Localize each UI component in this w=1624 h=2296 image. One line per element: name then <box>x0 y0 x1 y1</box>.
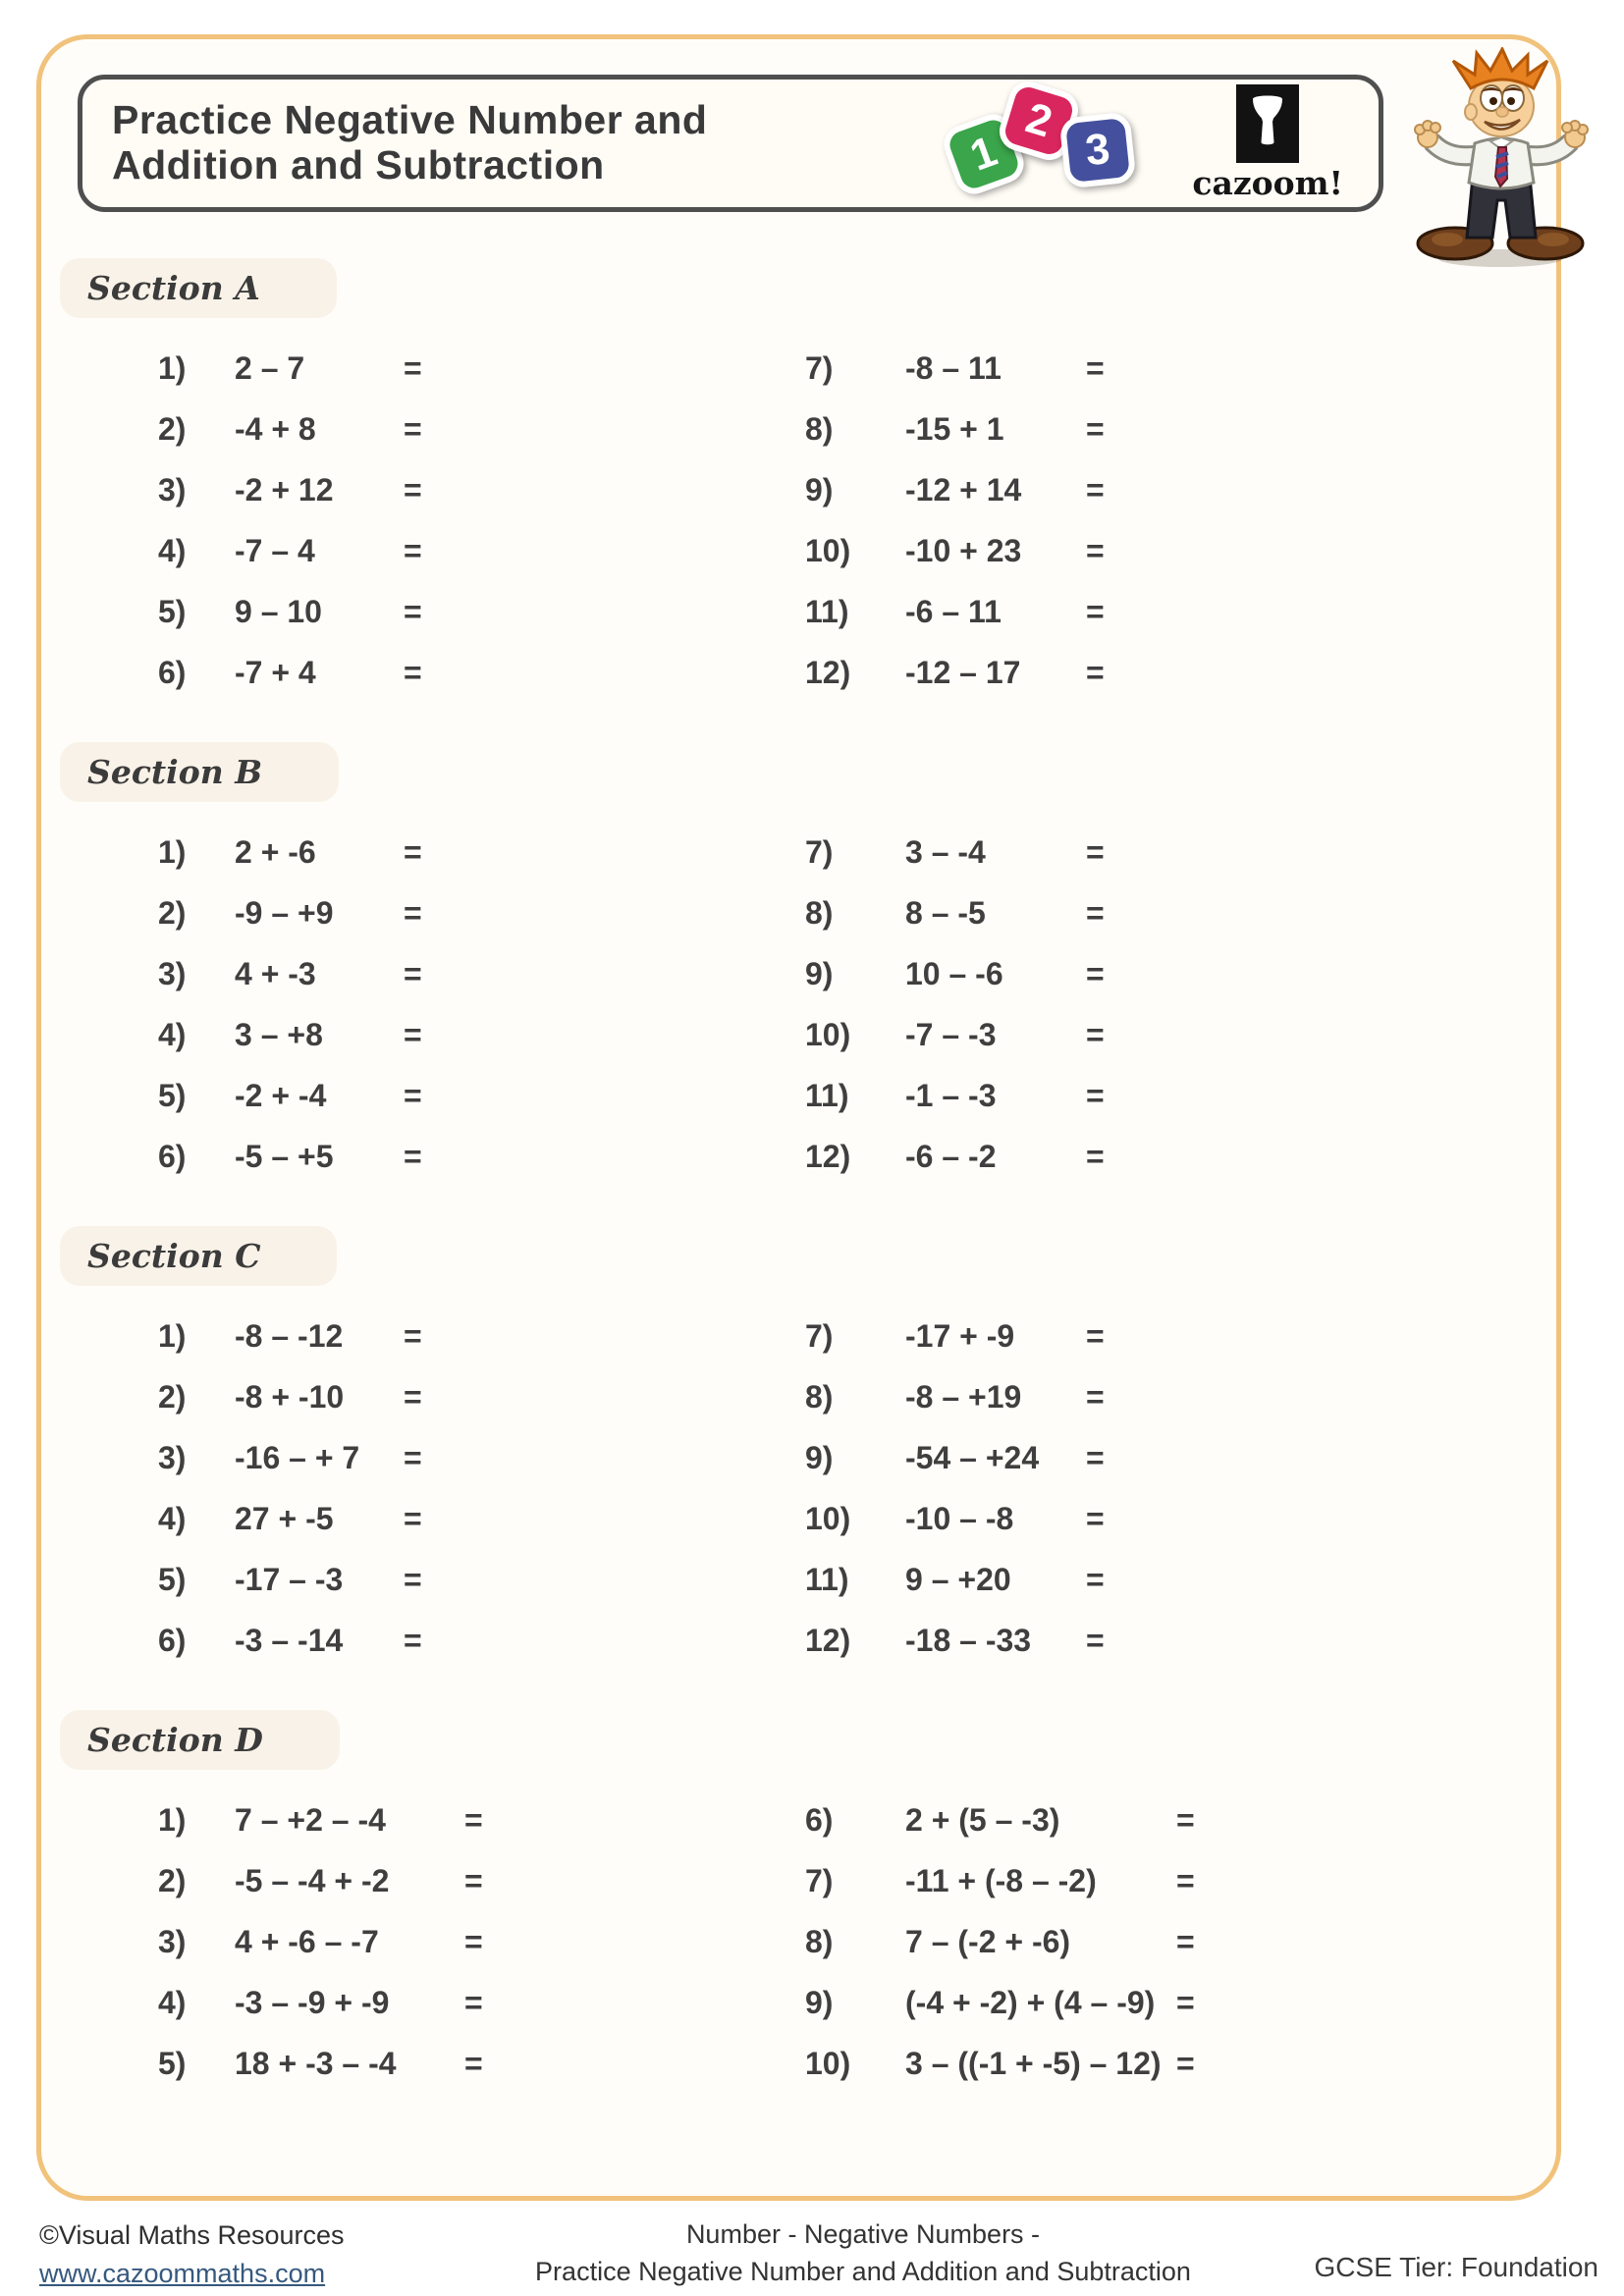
problem-expression: -9 – +9 <box>235 894 334 931</box>
problem-number: 2) <box>158 410 187 447</box>
problem-row <box>158 642 795 703</box>
problem-expression: -6 – 11 <box>905 593 1001 629</box>
problem-number: 8) <box>805 1923 834 1959</box>
equals-sign: = <box>1086 1622 1105 1658</box>
problem-expression: -54 – +24 <box>905 1439 1040 1475</box>
problem-row <box>158 1126 795 1187</box>
title-box <box>78 75 1383 212</box>
problem-row <box>805 822 1556 882</box>
problem-row <box>805 1549 1556 1610</box>
equals-sign: = <box>404 1439 422 1475</box>
equals-sign: = <box>1176 1923 1195 1959</box>
problem-row <box>158 1306 795 1366</box>
equals-sign: = <box>404 654 422 690</box>
problem-row <box>158 1789 795 1850</box>
problem-number: 3) <box>158 1439 187 1475</box>
problem-expression: 7 – (-2 + -6) <box>905 1923 1071 1959</box>
problem-number: 5) <box>158 593 187 629</box>
problem-row <box>158 943 795 1004</box>
equals-sign: = <box>1086 1500 1105 1536</box>
problem-expression: -18 – -33 <box>905 1622 1032 1658</box>
page-title-line1: Practice Negative Number and <box>112 97 708 143</box>
problem-expression: -12 + 14 <box>905 471 1022 507</box>
problem-expression: -5 – +5 <box>235 1138 334 1174</box>
problem-expression: 3 – +8 <box>235 1016 323 1052</box>
problem-row <box>805 642 1556 703</box>
equals-sign: = <box>1086 1561 1105 1597</box>
problem-expression: -15 + 1 <box>905 410 1004 447</box>
problem-expression: 3 – ((-1 + -5) – 12) <box>905 2045 1162 2081</box>
equals-sign: = <box>404 471 422 507</box>
problem-number: 1) <box>158 1317 187 1354</box>
problem-row <box>158 1549 795 1610</box>
problem-expression: -12 – 17 <box>905 654 1021 690</box>
problem-number: 1) <box>158 349 187 386</box>
equals-sign: = <box>404 1561 422 1597</box>
problem-row <box>805 1488 1556 1549</box>
problem-number: 5) <box>158 2045 187 2081</box>
equals-sign: = <box>1086 349 1105 386</box>
problem-expression: -7 – -3 <box>905 1016 997 1052</box>
equals-sign: = <box>1176 2045 1195 2081</box>
problem-row <box>805 1610 1556 1671</box>
equals-sign: = <box>1086 410 1105 447</box>
section-d <box>41 1710 1556 2094</box>
problem-number: 3) <box>158 955 187 991</box>
die-3-icon: 3 <box>1059 111 1137 188</box>
equals-sign: = <box>464 1984 483 2020</box>
problem-number: 10) <box>805 532 851 568</box>
equals-sign: = <box>404 410 422 447</box>
equals-sign: = <box>1086 532 1105 568</box>
problem-row <box>158 1427 795 1488</box>
problem-row <box>805 1789 1556 1850</box>
problem-row <box>805 459 1556 520</box>
equals-sign: = <box>1086 1077 1105 1113</box>
problem-number: 12) <box>805 1622 851 1658</box>
equals-sign: = <box>404 1500 422 1536</box>
problem-number: 2) <box>158 1862 187 1898</box>
problem-number: 8) <box>805 410 834 447</box>
problem-expression: 9 – 10 <box>235 593 322 629</box>
problem-expression: -7 – 4 <box>235 532 315 568</box>
problem-expression: -10 + 23 <box>905 532 1022 568</box>
equals-sign: = <box>464 1923 483 1959</box>
equals-sign: = <box>1086 1317 1105 1354</box>
equals-sign: = <box>1086 955 1105 991</box>
problem-expression: -1 – -3 <box>905 1077 997 1113</box>
equals-sign: = <box>464 1862 483 1898</box>
section-a <box>41 258 1556 703</box>
problem-row <box>805 1065 1556 1126</box>
problem-expression: -8 – 11 <box>905 349 1001 386</box>
equals-sign: = <box>464 1801 483 1838</box>
problem-number: 8) <box>805 894 834 931</box>
equals-sign: = <box>404 1378 422 1415</box>
problem-row <box>158 822 795 882</box>
problem-expression: 9 – +20 <box>905 1561 1011 1597</box>
equals-sign: = <box>1086 1016 1105 1052</box>
problem-number: 11) <box>805 593 849 629</box>
problem-row <box>805 1911 1556 1972</box>
problem-expression: (-4 + -2) + (4 – -9) <box>905 1984 1156 2020</box>
problem-number: 9) <box>805 1984 834 2020</box>
problem-expression: -8 + -10 <box>235 1378 345 1415</box>
problem-expression: -6 – -2 <box>905 1138 997 1174</box>
problem-expression: -17 – -3 <box>235 1561 344 1597</box>
equals-sign: = <box>1086 894 1105 931</box>
problem-row <box>158 1850 795 1911</box>
equals-sign: = <box>1176 1862 1195 1898</box>
problem-expression: 4 + -3 <box>235 955 316 991</box>
topic-line2: Practice Negative Number and Addition and Subtraction <box>535 2256 1191 2286</box>
problems-column <box>795 338 1556 703</box>
problem-expression: 3 – -4 <box>905 833 986 870</box>
problem-number: 7) <box>805 1862 834 1898</box>
problem-row <box>805 581 1556 642</box>
problem-row <box>158 882 795 943</box>
gcse-tier-label: GCSE Tier: Foundation <box>1314 2252 1598 2282</box>
problem-number: 4) <box>158 532 187 568</box>
equals-sign: = <box>404 833 422 870</box>
problem-number: 2) <box>158 1378 187 1415</box>
problem-row <box>158 2033 795 2094</box>
equals-sign: = <box>1086 833 1105 870</box>
equals-sign: = <box>1176 1984 1195 2020</box>
problem-row <box>805 1004 1556 1065</box>
section-b-problems <box>41 822 1556 1187</box>
problem-number: 7) <box>805 1317 834 1354</box>
problem-expression: 2 – 7 <box>235 349 305 386</box>
problem-number: 5) <box>158 1561 187 1597</box>
problems-column <box>41 1306 795 1671</box>
equals-sign: = <box>1086 1378 1105 1415</box>
problem-number: 4) <box>158 1500 187 1536</box>
equals-sign: = <box>404 1317 422 1354</box>
problem-number: 6) <box>158 1138 187 1174</box>
problem-number: 12) <box>805 1138 851 1174</box>
equals-sign: = <box>1086 593 1105 629</box>
problem-expression: -3 – -9 + -9 <box>235 1984 390 2020</box>
problem-number: 2) <box>158 894 187 931</box>
problem-row <box>158 581 795 642</box>
die-1-icon: 1 <box>939 109 1029 199</box>
problem-row <box>805 1306 1556 1366</box>
problem-row <box>805 1366 1556 1427</box>
problem-expression: -8 – +19 <box>905 1378 1022 1415</box>
footer-copyright-block <box>39 2216 452 2293</box>
problem-expression: -2 + -4 <box>235 1077 327 1113</box>
problem-number: 11) <box>805 1561 849 1597</box>
problem-row <box>158 1911 795 1972</box>
problems-column <box>41 1789 795 2094</box>
problem-expression: 4 + -6 – -7 <box>235 1923 379 1959</box>
problem-expression: 8 – -5 <box>905 894 986 931</box>
problem-number: 6) <box>158 1622 187 1658</box>
section-a-problems <box>41 338 1556 703</box>
problem-number: 7) <box>805 833 834 870</box>
problem-number: 9) <box>805 955 834 991</box>
problem-row <box>805 882 1556 943</box>
section-c-problems <box>41 1306 1556 1671</box>
problem-expression: 2 + (5 – -3) <box>905 1801 1060 1838</box>
problem-number: 7) <box>805 349 834 386</box>
problem-expression: -11 + (-8 – -2) <box>905 1862 1097 1898</box>
equals-sign: = <box>1086 654 1105 690</box>
section-d-header: Section D <box>60 1710 340 1770</box>
section-a-header: Section A <box>60 258 337 318</box>
problem-expression: -8 – -12 <box>235 1317 344 1354</box>
problem-expression: 10 – -6 <box>905 955 1003 991</box>
equals-sign: = <box>404 894 422 931</box>
footer <box>39 2216 1598 2293</box>
problem-row <box>805 520 1556 581</box>
problem-row <box>805 338 1556 399</box>
section-b <box>41 742 1556 1187</box>
copyright-text: ©Visual Maths Resources <box>39 2220 345 2250</box>
equals-sign: = <box>404 955 422 991</box>
problem-row <box>805 399 1556 459</box>
die-2-icon: 2 <box>995 77 1083 165</box>
problem-row <box>158 1065 795 1126</box>
equals-sign: = <box>1176 1801 1195 1838</box>
equals-sign: = <box>1086 471 1105 507</box>
problem-row <box>805 2033 1556 2094</box>
section-b-header: Section B <box>60 742 339 802</box>
problems-column <box>795 1306 1556 1671</box>
equals-sign: = <box>464 2045 483 2081</box>
equals-sign: = <box>404 593 422 629</box>
djembe-drum-icon <box>1236 84 1299 163</box>
equals-sign: = <box>404 349 422 386</box>
equals-sign: = <box>1086 1138 1105 1174</box>
cartoon-man-shrugging-icon <box>1392 47 1613 275</box>
problem-row <box>805 1850 1556 1911</box>
problem-row <box>158 1610 795 1671</box>
problem-number: 8) <box>805 1378 834 1415</box>
problem-row <box>158 1004 795 1065</box>
problem-expression: 18 + -3 – -4 <box>235 2045 397 2081</box>
problem-number: 9) <box>805 471 834 507</box>
problem-row <box>158 338 795 399</box>
problem-row <box>158 399 795 459</box>
equals-sign: = <box>404 1016 422 1052</box>
problems-column <box>795 822 1556 1187</box>
problem-expression: 27 + -5 <box>235 1500 334 1536</box>
footer-topic-block <box>452 2216 1274 2293</box>
problem-expression: -7 + 4 <box>235 654 316 690</box>
page-title <box>112 98 947 188</box>
problem-row <box>158 459 795 520</box>
equals-sign: = <box>404 1138 422 1174</box>
worksheet-frame <box>36 34 1561 2201</box>
cazoom-logo <box>1192 84 1343 202</box>
problem-expression: -5 – -4 + -2 <box>235 1862 390 1898</box>
website-link[interactable]: www.cazoommaths.com <box>39 2259 326 2289</box>
problem-row <box>158 1972 795 2033</box>
problem-number: 1) <box>158 833 187 870</box>
problem-number: 6) <box>805 1801 834 1838</box>
problem-number: 4) <box>158 1016 187 1052</box>
problem-expression: -2 + 12 <box>235 471 334 507</box>
problem-row <box>805 1427 1556 1488</box>
problem-number: 10) <box>805 1016 851 1052</box>
problem-expression: -17 + -9 <box>905 1317 1015 1354</box>
problem-number: 10) <box>805 2045 851 2081</box>
problem-row <box>805 1126 1556 1187</box>
problem-row <box>805 1972 1556 2033</box>
problem-number: 10) <box>805 1500 851 1536</box>
problem-row <box>158 1366 795 1427</box>
problem-expression: -3 – -14 <box>235 1622 344 1658</box>
problems-column <box>795 1789 1556 2094</box>
section-d-problems <box>41 1789 1556 2094</box>
problem-number: 12) <box>805 654 851 690</box>
one-two-three-dice-icon <box>947 83 1138 203</box>
problem-expression: 7 – +2 – -4 <box>235 1801 386 1838</box>
problem-expression: -4 + 8 <box>235 410 316 447</box>
problem-row <box>805 943 1556 1004</box>
topic-line1: Number - Negative Numbers - <box>685 2219 1041 2249</box>
problem-number: 3) <box>158 471 187 507</box>
problem-row <box>158 1488 795 1549</box>
problems-column <box>41 822 795 1187</box>
problem-expression: -10 – -8 <box>905 1500 1014 1536</box>
cazoom-brand-name: cazoom! <box>1192 164 1343 202</box>
problem-number: 3) <box>158 1923 187 1959</box>
problem-expression: 2 + -6 <box>235 833 316 870</box>
problems-column <box>41 338 795 703</box>
equals-sign: = <box>1086 1439 1105 1475</box>
section-c-header: Section C <box>60 1226 337 1286</box>
problem-number: 5) <box>158 1077 187 1113</box>
equals-sign: = <box>404 1077 422 1113</box>
problem-row <box>158 520 795 581</box>
problem-number: 6) <box>158 654 187 690</box>
problem-number: 11) <box>805 1077 849 1113</box>
problem-number: 1) <box>158 1801 187 1838</box>
equals-sign: = <box>404 532 422 568</box>
section-c <box>41 1226 1556 1671</box>
problem-expression: -16 – + 7 <box>235 1439 360 1475</box>
page-title-line2: Addition and Subtraction <box>112 142 605 187</box>
equals-sign: = <box>404 1622 422 1658</box>
problem-number: 9) <box>805 1439 834 1475</box>
problem-number: 4) <box>158 1984 187 2020</box>
